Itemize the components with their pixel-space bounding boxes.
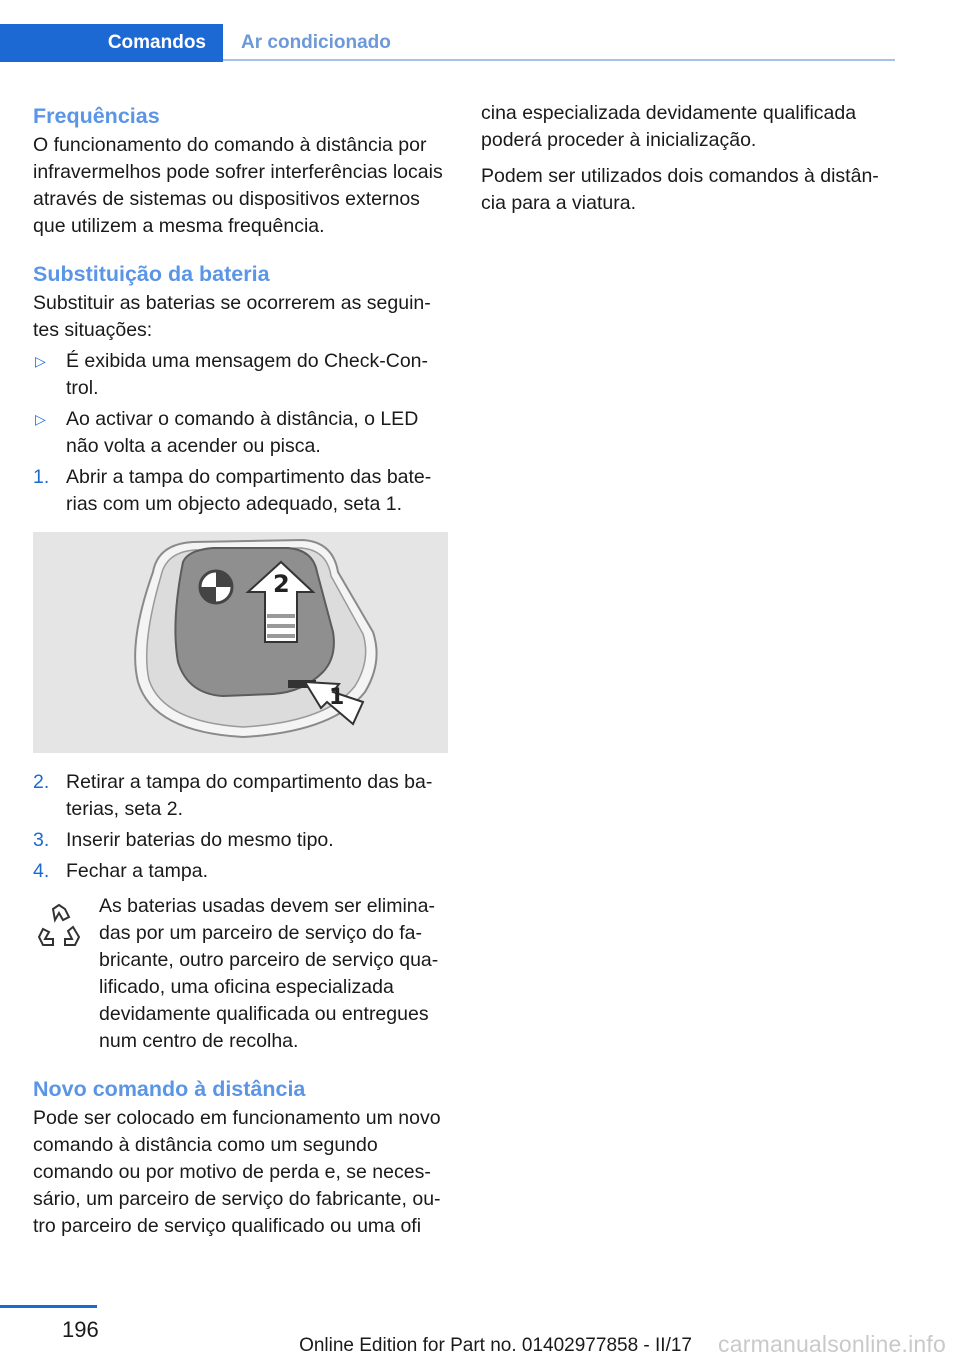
heading-substituicao-bateria: Substituição da bateria [33, 262, 270, 286]
step-text: Retirar a tampa do compartimento das baterias, seta 2. [66, 771, 433, 820]
arrow-1-label: 1 [329, 685, 345, 710]
tab-ar-condicionado[interactable]: Ar condicionado [241, 32, 391, 53]
tab-comandos[interactable]: Comandos [0, 24, 223, 62]
page-number: 196 [62, 1317, 99, 1342]
list-item [33, 348, 449, 402]
step-number: 4. [33, 860, 50, 882]
list-item [33, 858, 449, 885]
header-rule [223, 59, 895, 61]
heading-frequencias: Frequências [33, 104, 160, 128]
step-number: 3. [33, 829, 50, 851]
header-tabs [0, 0, 895, 62]
arrow-2-label: 2 [273, 570, 290, 598]
right-column [481, 100, 897, 217]
list-item [33, 769, 449, 823]
list-item-text: É exibida uma mensagem do Check-Control. [66, 350, 429, 399]
paragraph-novo-comando: Pode ser colocado em funcionamento um novo comando à distância como um segundo comando ou por motivo de perda e, se necessário, um parceiro de serviço do fabricante, outro parceiro de serviço qualificado ou uma ofi [33, 1107, 441, 1237]
paragraph-dois-comandos: Podem ser utilizados dois comandos à distância para a viatura. [481, 165, 879, 214]
left-column [33, 100, 449, 1240]
list-item-text: Ao activar o comando à distância, o LED não volta a acender ou pisca. [66, 408, 419, 457]
footer-rule [0, 1305, 97, 1308]
recycling-note [33, 893, 449, 1055]
list-item [33, 406, 449, 460]
key-battery-illustration [33, 532, 448, 753]
list-item [33, 464, 449, 518]
step-number: 2. [33, 771, 50, 793]
step-text: Abrir a tampa do compartimento das baterias com um objecto adequado, seta 1. [66, 466, 432, 515]
edition-info: Online Edition for Part no. 01402977858 - II/17 [299, 1335, 692, 1356]
paragraph-substituicao-intro: Substituir as baterias se ocorrerem as seguintes situações: [33, 292, 431, 341]
recycling-note-text: As baterias usadas devem ser eliminadas por um parceiro de serviço do fabricante, outro parceiro de serviço qualificado, uma oficina especializada devidamente qualificada ou entregues num centro de recolha. [99, 895, 439, 1052]
remote-key-image [33, 532, 448, 753]
list-item [33, 827, 449, 854]
step-text: Fechar a tampa. [66, 860, 208, 882]
heading-novo-comando: Novo comando à distância [33, 1077, 306, 1101]
step-number: 1. [33, 466, 50, 488]
watermark: carmanualsonline.info [718, 1331, 946, 1357]
step-text: Inserir baterias do mesmo tipo. [66, 829, 334, 851]
bullet-marker: ▷ [35, 411, 46, 427]
recycle-icon [33, 901, 85, 953]
bullet-marker: ▷ [35, 353, 46, 369]
paragraph-continuation: cina especializada devidamente qualificada poderá proceder à inicialização. [481, 102, 857, 151]
paragraph-frequencias: O funcionamento do comando à distância por infravermelhos pode sofrer interferências locais através de sistemas ou dispositivos externos que utilizem a mesma frequência. [33, 134, 443, 237]
